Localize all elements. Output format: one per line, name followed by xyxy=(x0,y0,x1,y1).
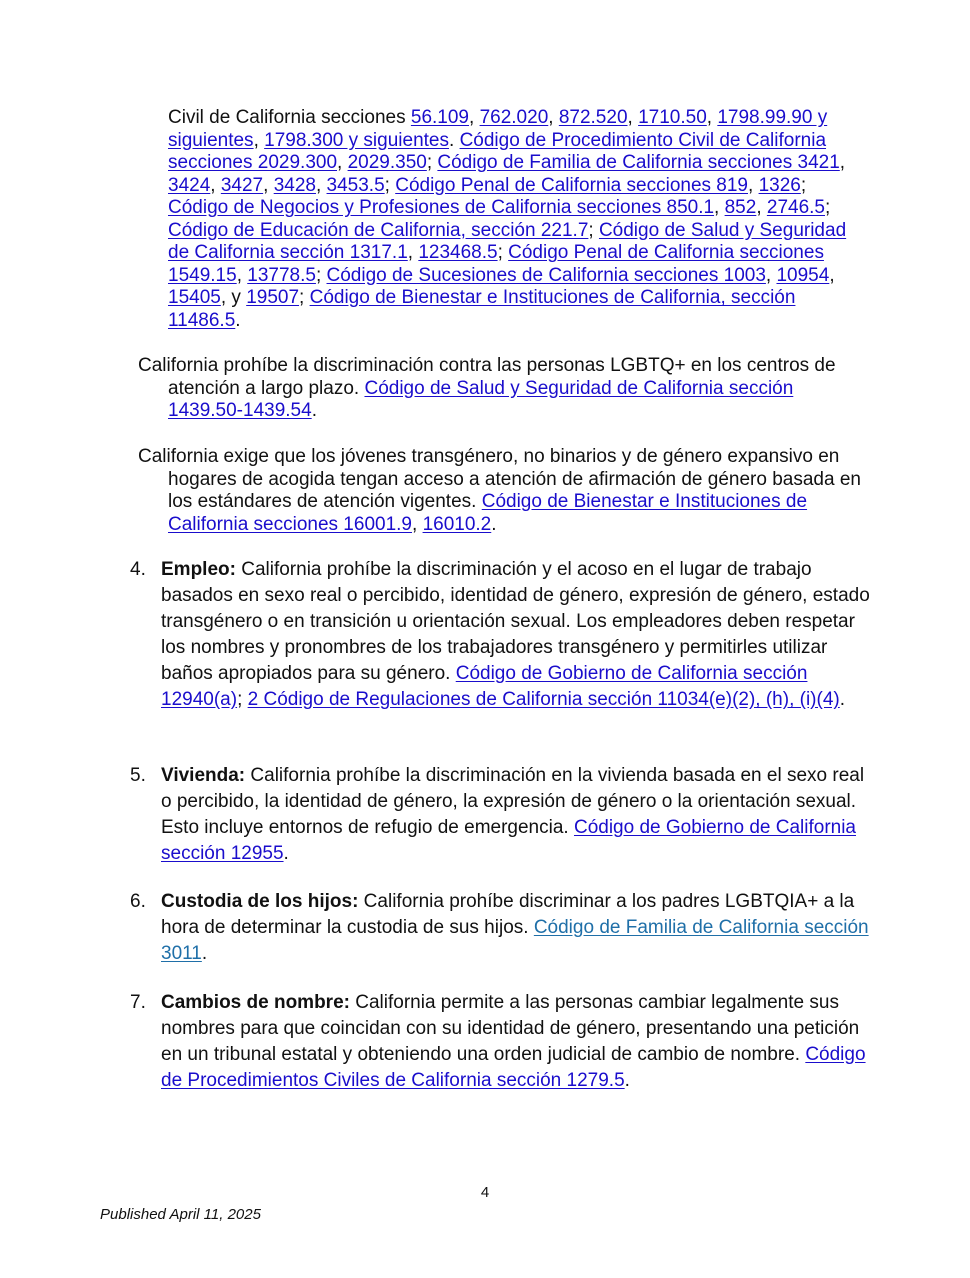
separator: , xyxy=(315,174,327,196)
citation-block xyxy=(168,107,868,332)
citation-link[interactable]: 56.109 xyxy=(410,107,470,128)
separator: , xyxy=(829,264,835,286)
separator: ; xyxy=(299,287,310,308)
citation-link[interactable]: 762.020 xyxy=(479,107,549,128)
citation-link[interactable]: Código de Salud y Seguridad de California sección 1439.50-1439.54 xyxy=(168,377,794,421)
separator: ; xyxy=(384,174,396,196)
separator: ; xyxy=(315,264,327,286)
citation-link[interactable]: 2029.350 xyxy=(347,152,427,173)
separator: . xyxy=(201,943,208,964)
item-text: California prohíbe la discriminación y el acoso en el lugar de trabajo basados en sexo real o percibido, identidad de género, expresión de género, estado transgénero o en transición u orientación sexual. Los empleadores deben respetar los nombres y pronombres de los trabajadores transgénero y permitirles utilizar baños apropiados para su género. xyxy=(161,559,870,684)
citation-link[interactable]: Código de Gobierno de California sección 12955 xyxy=(161,817,856,864)
separator: ; xyxy=(800,174,807,196)
citation-link[interactable]: Código de Bienestar e Instituciones de California, sección 11486.5 xyxy=(168,287,796,331)
item-text: California prohíbe discriminar a los padres LGBTQIA+ a la hora de determinar la custodia de sus hijos. xyxy=(161,891,855,938)
separator: , y xyxy=(220,287,247,308)
list-item-name-changes xyxy=(130,990,875,1094)
separator: , xyxy=(765,264,777,286)
citation-link[interactable]: Código de Salud y Seguridad de California sección 1317.1 xyxy=(168,219,847,263)
citation-link[interactable]: 16010.2 xyxy=(422,513,492,535)
separator: , xyxy=(337,152,348,173)
separator: . xyxy=(449,129,460,151)
separator: . xyxy=(839,689,846,710)
separator: . xyxy=(624,1070,630,1091)
separator: . xyxy=(491,513,497,535)
item-heading: Empleo: xyxy=(161,559,236,580)
separator: ; xyxy=(497,242,509,263)
separator: , xyxy=(407,242,419,263)
citation-link[interactable]: Código de Procedimiento Civil de California secciones 2029.300 xyxy=(168,129,827,173)
citation-link[interactable]: 3453.5 xyxy=(326,174,385,196)
citation-link[interactable]: Código de Negocios y Profesiones de California secciones 850.1 xyxy=(168,197,715,218)
citation-link[interactable]: 3428 xyxy=(273,174,316,196)
separator: , xyxy=(412,513,423,535)
citation-link[interactable]: 123468.5 xyxy=(418,242,498,263)
citation-link[interactable]: 19507 xyxy=(246,287,300,308)
item-heading: Vivienda: xyxy=(161,765,246,786)
list-number: 6. xyxy=(130,891,146,912)
separator: , xyxy=(627,107,639,128)
citation-link[interactable]: 1710.50 xyxy=(638,107,707,128)
citation-link[interactable]: Código Penal de California secciones 1549.15 xyxy=(168,242,824,286)
separator: , xyxy=(210,174,221,196)
published-date: Published April 11, 2025 xyxy=(100,1206,261,1223)
paragraph-text: California exige que los jóvenes transgénero, no binarios y de género expansivo en hogares de acogida tengan acceso a atención de afirmación de género basada en los estándares de atención vigentes. xyxy=(138,446,861,512)
separator: , xyxy=(839,152,846,173)
separator: . xyxy=(311,400,317,421)
citation-link[interactable]: 2746.5 xyxy=(766,197,825,218)
separator: , xyxy=(236,264,248,286)
citation-link[interactable]: 1798.300 y siguientes xyxy=(264,129,449,151)
citation-link[interactable]: 15405 xyxy=(168,287,221,308)
citation-link[interactable]: Código de Procedimientos Civiles de California sección 1279.5 xyxy=(161,1044,866,1091)
foster-care-paragraph xyxy=(138,446,868,536)
separator: , xyxy=(253,129,265,151)
separator: ; xyxy=(426,152,438,173)
page-number: 4 xyxy=(480,1184,490,1201)
list-item-child-custody xyxy=(130,889,875,967)
citation-intro: Civil de California secciones xyxy=(168,107,411,128)
citation-link[interactable]: 13778.5 xyxy=(247,264,316,286)
separator: , xyxy=(756,197,767,218)
list-number: 5. xyxy=(130,765,146,786)
separator: , xyxy=(469,107,480,128)
item-heading: Cambios de nombre: xyxy=(161,992,350,1013)
separator: ; xyxy=(237,689,248,710)
separator: , xyxy=(706,107,718,128)
citation-link[interactable]: 10954 xyxy=(776,264,830,286)
citation-link[interactable]: Código Penal de California secciones 819 xyxy=(395,174,748,196)
separator: . xyxy=(283,843,289,864)
citation-link[interactable]: Código de Sucesiones de California secciones 1003 xyxy=(326,264,766,286)
citation-link[interactable]: 852 xyxy=(724,197,757,218)
list-number: 7. xyxy=(130,992,146,1013)
list-number: 4. xyxy=(130,559,146,580)
citation-link[interactable]: 1798.99.90 y siguientes xyxy=(168,107,828,151)
citation-link[interactable]: Código de Educación de California, sección 221.7 xyxy=(168,219,589,241)
separator: , xyxy=(714,197,725,218)
list-item-employment xyxy=(130,557,875,713)
citation-link[interactable]: Código de Familia de California sección 3011 xyxy=(161,917,869,964)
separator: ; xyxy=(588,219,599,241)
citation-link[interactable]: Código de Familia de California secciones 3421 xyxy=(437,152,840,173)
separator: , xyxy=(263,174,274,196)
citation-link[interactable]: 2 Código de Regulaciones de California sección 11034(e)(2), (h), (i)(4) xyxy=(247,689,840,710)
citation-link[interactable]: Código de Bienestar e Instituciones de California secciones 16001.9 xyxy=(168,491,808,535)
separator: . xyxy=(235,309,241,331)
separator: ; xyxy=(825,197,831,218)
citation-link[interactable]: 3427 xyxy=(220,174,264,196)
item-text: California permite a las personas cambiar legalmente sus nombres para que coincidan con su identidad de género, presentando una petición en un tribunal estatal y obteniendo una orden judicial de cambio de nombre. xyxy=(161,992,860,1065)
item-heading: Custodia de los hijos: xyxy=(161,891,359,912)
paragraph-text: California prohíbe la discriminación contra las personas LGBTQ+ en los centros de atención a largo plazo. xyxy=(138,355,836,399)
citation-link[interactable]: 1326 xyxy=(758,174,801,196)
separator: , xyxy=(548,107,559,128)
citation-link[interactable]: 3424 xyxy=(168,174,211,196)
long-term-care-paragraph xyxy=(138,355,868,423)
item-text: California prohíbe la discriminación en la vivienda basada en el sexo real o percibido, la identidad de género, la expresión de género o la orientación sexual. Esto incluye entornos de refugio de emergencia. xyxy=(161,765,865,838)
list-item-housing xyxy=(130,763,875,867)
separator: , xyxy=(748,174,759,196)
citation-link[interactable]: Código de Gobierno de California sección 12940(a) xyxy=(161,663,808,710)
citation-link[interactable]: 872.520 xyxy=(558,107,628,128)
